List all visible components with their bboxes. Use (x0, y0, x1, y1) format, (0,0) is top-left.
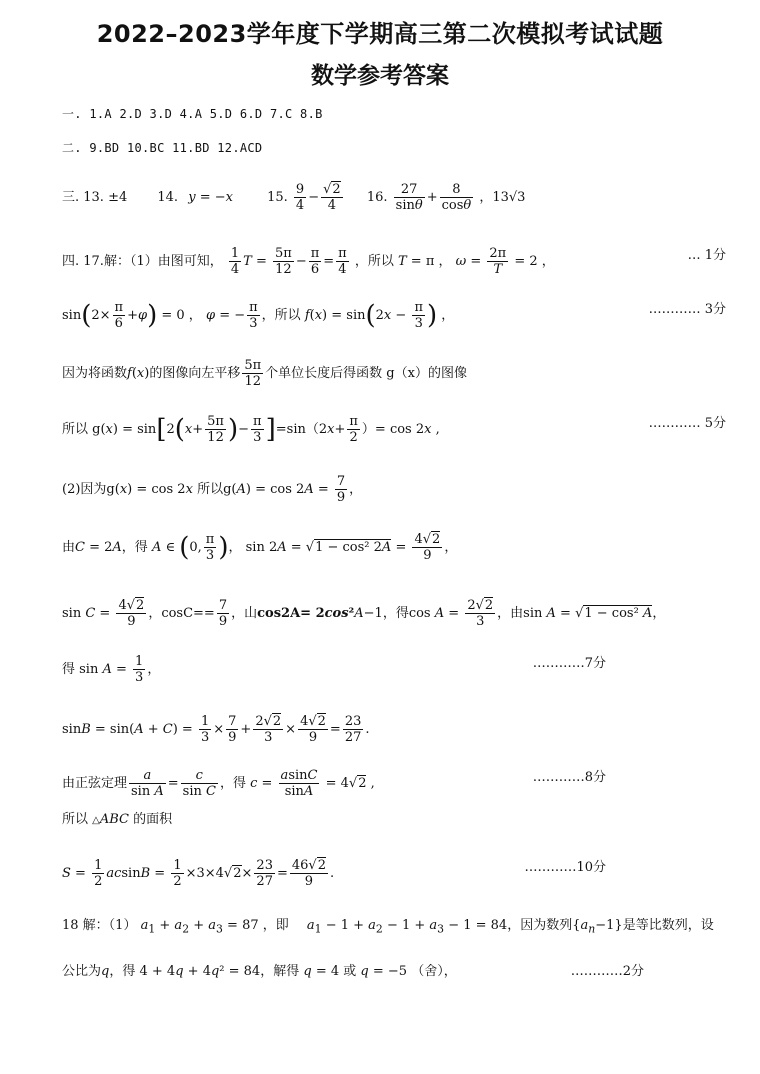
q17-part2-line: (2)因为g(x) = cos 2x 所以g(A) = cos 2A = $\frac{7}{9}$ ， (62, 474, 363, 505)
q17-sine-law-line: 由正弦定理 $\frac{a}{\text{sin A}}$ = $\frac{c}{\text{sin C}}$ ，得 c = $\frac{asinC}{\sin A}$ = 4√2 , …………8分 (62, 768, 606, 799)
answers-fill-in: 三. 13. ±4 14. y = −x 15. $\frac{9}{4}$ − $\frac{√2}{4}$ 16. $\frac{27}{\sin\theta}$ + $\frac{8}{\cos\theta}$ ，13√3 (62, 182, 526, 213)
q18-line-2: 公比为q，得 4 + 4q + 4q² = 84，解得 q = 4 或 q = −5 （舍）， …………2分 (62, 964, 644, 979)
exam-title: 2022–2023学年度下学期高三第二次模拟考试试题 (96, 20, 664, 48)
q17-sinB-line: sinB = sin(A + C) = $\frac{1}{3}$ × $\frac{7}{9}$ + $\frac{2√2}{3}$ × $\frac{4√2}{9}$ = $\frac{23}{27}$ . (62, 714, 370, 745)
answers-multiple-choice: 一. 1.A 2.D 3.D 4.A 5.D 6.D 7.C 8.B (62, 107, 323, 121)
answers-multi-select: 二. 9.BD 10.BC 11.BD 12.ACD (62, 141, 263, 155)
q17-area-formula: S = $\frac{1}{2}$ acsinB = $\frac{1}{2}$ ×3×4√2× $\frac{23}{27}$ = $\frac{46√2}{9}$ . …………10分 (62, 858, 606, 889)
exam-subtitle: 数学参考答案 (311, 63, 449, 89)
q18-line-1: 18 解：（1） $a_1 + a_2 + a_3 = 87$ ，即 $a_1 - 1 + a_2 - 1 + a_3 - 1 = 84$，因为数列$\{a_n-1\}$是等比数列，设 (62, 918, 714, 936)
q17-line-shift: 因为将函数f(x)的图像向左平移 $\frac{5\pi}{12}$ 个单位长度后得函数 g（x）的图像 (62, 358, 467, 389)
q17-sinC-line: sin C = $\frac{4√2}{9}$ ，cosC== $\frac{7}{9}$ ，山cos2A= 2cos²A−1，得cos A = $\frac{2√2}{3}$ ，由sin A = √1 − cos² A， (62, 598, 666, 629)
q17-area-label: 所以 △ABC 的面积 (62, 812, 173, 827)
q17-line-g: 所以 g(x) = sin[2(x+ $\frac{5\pi}{12}$ )− $\frac{\pi}{3}$ ]=sin（2x+ $\frac{\pi}{2}$ ）= cos 2x , ………… 5分 (62, 414, 726, 445)
q17-sinA-line: 得 sin A = $\frac{1}{3}$ ， …………7分 (62, 654, 606, 685)
q17-line-phi: sin(2× $\frac{\pi}{6}$ +φ) = 0 ， φ = − $\frac{\pi}{3}$ ，所以 f(x) = sin(2x − $\frac{\pi}{3}$ ) ， ………… 3分 (62, 300, 726, 331)
q17-range-line: 由C = 2A，得 A ∈ (0, $\frac{\pi}{3}$ )， sin 2A = √1 − cos² 2A = $\frac{4√2}{9}$ ， (62, 532, 458, 563)
q17-line-period: 四. 17.解：（1）由图可知， $\frac{1}{4}$ T = $\frac{5\pi}{12}$ − $\frac{\pi}{6}$ = $\frac{\pi}{4}$ ，所以 T = π ， ω = $\frac{2\pi}{T}$ = 2 ， … 1分 (62, 246, 726, 277)
